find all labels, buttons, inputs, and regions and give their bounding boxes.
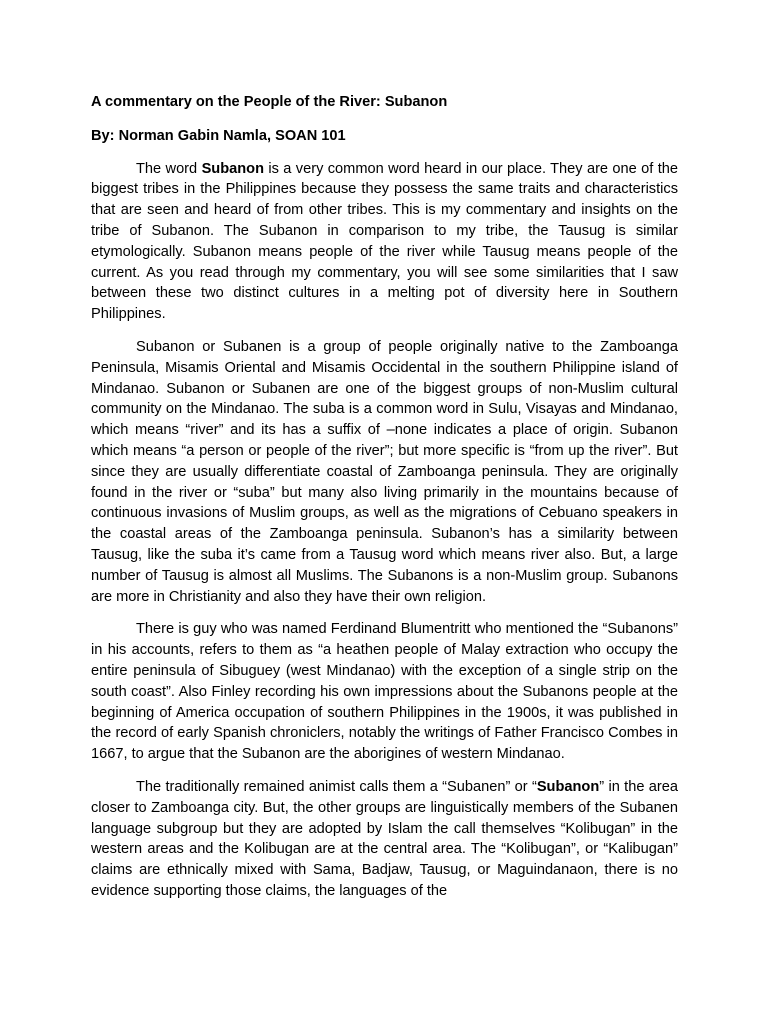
paragraph-2: Subanon or Subanen is a group of people originally native to the Zamboanga Peninsula, Misamis Oriental and Misamis Occidental in the southern Philippine island of Mindanao. Subanon or Subanen are one of the biggest groups of non-Muslim cultural community on the Mindanao. The suba is a common word in Sulu, Visayas and Mindanao, which means “river” and its has a suffix of –none indicates a place of origin. Subanon which means “a person or people of the river”; but more specific is “from up the river”. But since they are usually differentiate coastal of Zamboanga peninsula. They are originally found in the river or “suba” but many also living primarily in the mountains because of continuous invasions of Muslim groups, as well as the migrations of Cebuano speakers in the coastal areas of the Zamboanga peninsula. Subanon’s has a similarity between Tausug, like the suba it’s came from a Tausug word which means river also. But, a large number of Tausug is almost all Muslims. The Subanons is a non-Muslim group. Subanons are more in Christianity and also they have their own religion. (91, 338, 678, 605)
paragraph-4 (91, 777, 678, 902)
paragraph-1-bold-term: Subanon (201, 160, 264, 177)
paragraph-1 (91, 159, 678, 325)
paragraph-4-bold-term: Subanon (536, 778, 600, 795)
paragraph-3: There is guy who was named Ferdinand Blumentritt who mentioned the “Subanons” in his accounts, refers to them as “a heathen people of Malay extraction who occupy the entire peninsula of Sibuguey (west Mindanao) with the exception of a single strip on the south coast”. Also Finley recording his own impressions about the Subanons people at the beginning of America occupation of southern Philippines in the 1900s, it was published in the record of early Spanish chroniclers, notably the writings of Father Francisco Combes in 1667, to argue that the Subanon are the aborigines of western Mindanao. (91, 621, 678, 763)
document-title: A commentary on the People of the River: Subanon (91, 94, 448, 110)
paragraph-1-text-end: is a very common word heard in our place. They are one of the biggest tribes in the Philippines because they possess the same traits and characteristics that are seen and heard of from other tribes. This is my commentary and insights on the tribe of Subanon. The Subanon in comparison to my tribe, the Tausug is similar etymologically. Subanon means people of the river while Tausug means people of the current. As you read through my commentary, you will see some similarities that I saw between these two distinct cultures in a melting pot of diversity here in Southern Philippines. (91, 160, 679, 323)
paragraph-4-text-end: ” in the area closer to Zamboanga city. But, the other groups are linguistically members of the Subanen language subgroup but they are adopted by Islam the call themselves “Kolibugan” in the western areas and the Kolibugan are at the central area. The “Kolibugan”, or “Kalibugan” claims are ethnically mixed with Sama, Badjaw, Tausug, or Maguindanaon, there is no evidence supporting those claims, the languages of the (91, 778, 678, 899)
document-page (91, 92, 678, 902)
paragraph-4-text-start: The traditionally remained animist calls them a “Subanen” or “ (136, 778, 537, 795)
paragraph-1-text-start: The word (136, 160, 202, 177)
document-byline: By: Norman Gabin Namla, SOAN 101 (91, 127, 346, 144)
